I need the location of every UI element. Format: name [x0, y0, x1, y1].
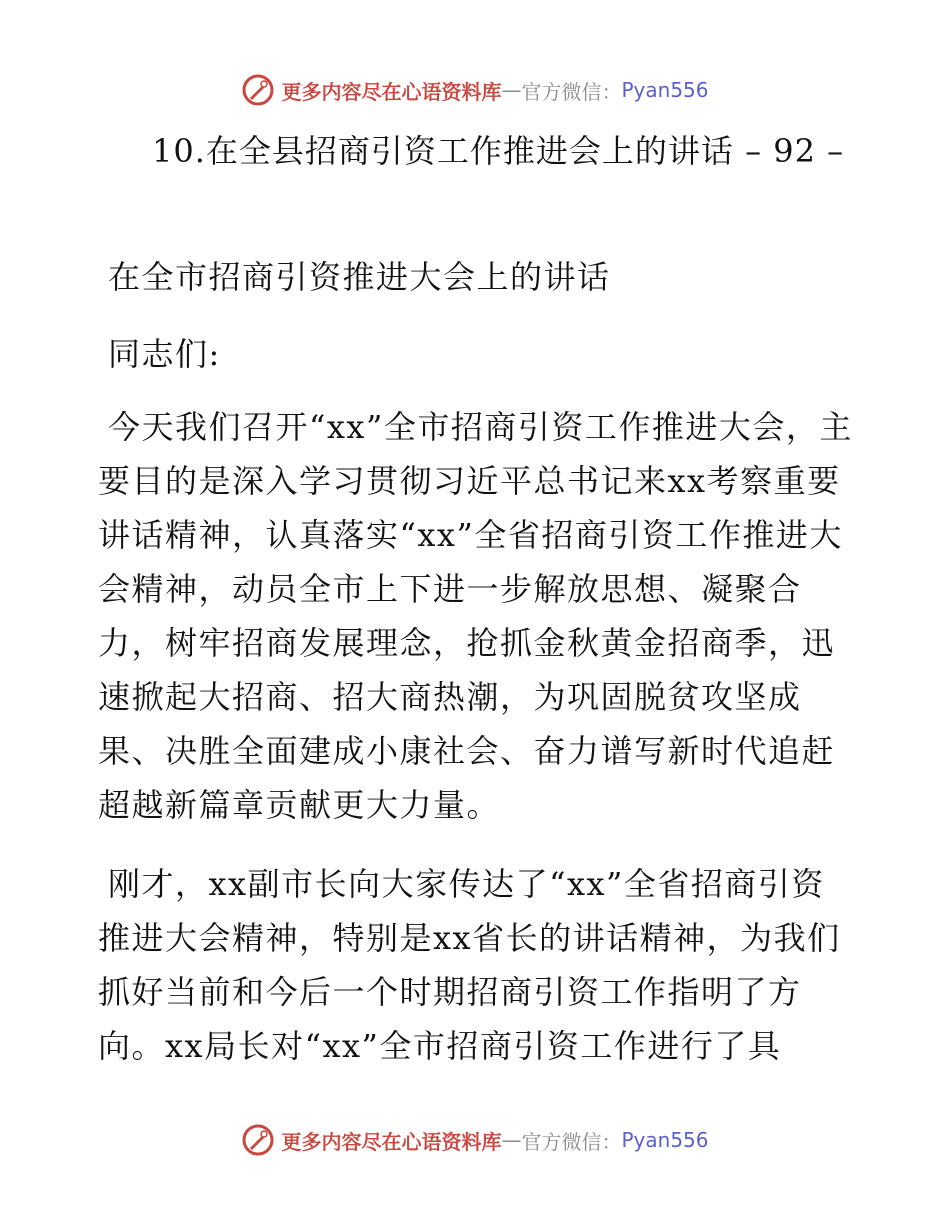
header-watermark	[0, 70, 950, 110]
watermark-official-label: 官方微信：	[521, 1129, 622, 1154]
watermark-wechat-id: Pyan556	[621, 1128, 709, 1152]
quill-circle-icon	[241, 1123, 275, 1157]
footer-watermark	[0, 1120, 950, 1160]
document-title: 10.在全县招商引资工作推进会上的讲话 – 92 –	[152, 132, 845, 170]
watermark-dash: —	[501, 78, 522, 102]
paragraph-2	[98, 857, 858, 1073]
paragraph-2-text: 刚才，xx副市长向大家传达了“xx”全省招商引资推进大会精神，特别是xx省长的讲话精神，为我们抓好当前和今后一个时期招商引资工作指明了方向。xx局长对“xx”全市招商引资工作进行了具	[98, 865, 841, 1065]
watermark-main-text: 更多内容尽在心语资料库	[281, 79, 502, 104]
watermark-wechat-id: Pyan556	[621, 78, 709, 102]
paragraph-1-text: 今天我们召开“xx”全市招商引资工作推进大会，主要目的是深入学习贯彻习近平总书记来xx考察重要讲话精神，认真落实“xx”全省招商引资工作推进大会精神，动员全市上下进一步解放思想、凝聚合力，树牢招商发展理念，抢抓金秋黄金招商季，迅速掀起大招商、招大商热潮，为巩固脱贫攻坚成果、决胜全面建成小康社会、奋力谱写新时代追赶超越新篇章贡献更大力量。	[98, 408, 853, 824]
greeting	[98, 327, 858, 381]
quill-circle-icon	[241, 73, 275, 107]
watermark-official-label: 官方微信：	[521, 79, 622, 104]
watermark-main-text: 更多内容尽在心语资料库	[281, 1129, 502, 1154]
speech-heading	[98, 250, 858, 304]
greeting-text: 同志们:	[108, 335, 221, 373]
paragraph-1	[98, 400, 858, 832]
watermark-dash: —	[501, 1128, 522, 1152]
speech-heading-text: 在全市招商引资推进大会上的讲话	[108, 258, 611, 296]
